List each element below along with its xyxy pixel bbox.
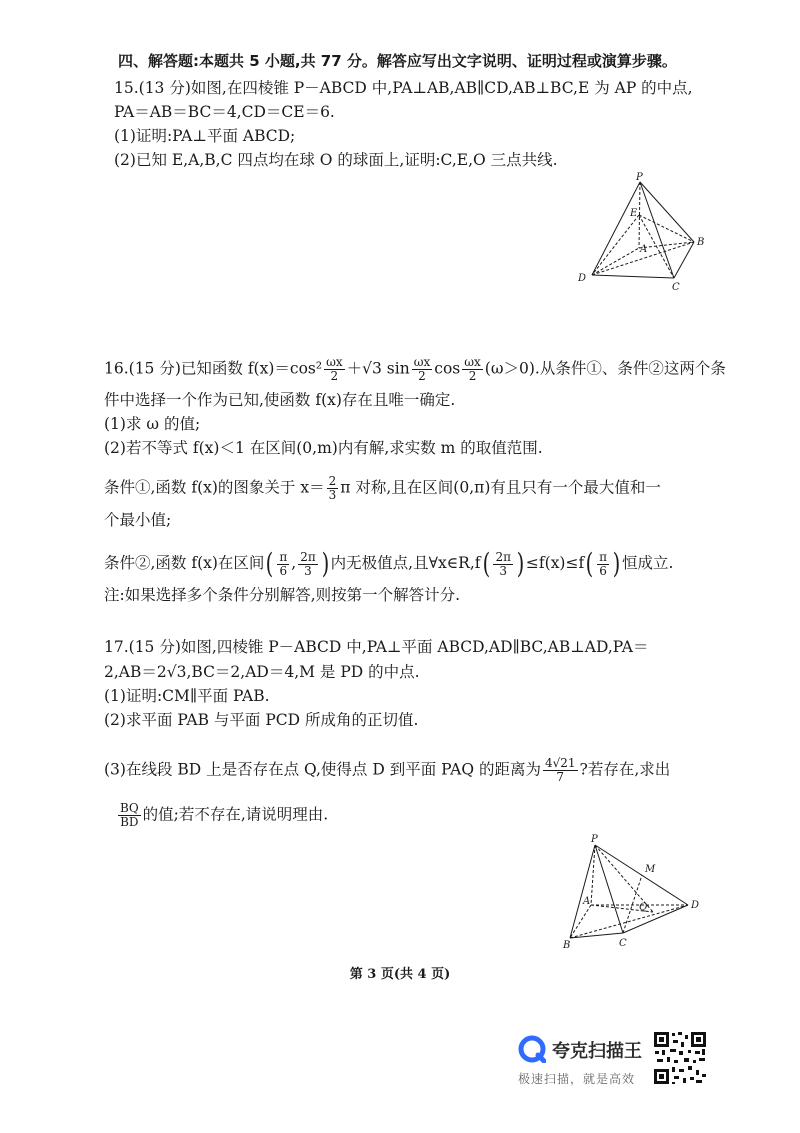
q16-cond2-frac1 — [277, 551, 289, 578]
q17-part3-frac-num: 4√21 — [544, 756, 576, 770]
q16-cond2-frac3 — [493, 551, 513, 578]
q17-label-a: A — [583, 896, 591, 907]
q16-cond1-line2: 个最小值; — [104, 511, 172, 529]
q16-frac1-num: ωx — [326, 355, 343, 369]
q16-cond2-f3-num: 2π — [495, 549, 511, 564]
q16-line1-b: ＋√3 sin — [346, 359, 410, 378]
q17-part3-a: (3)在线段 BD 上是否存在点 Q,使得点 D 到平面 PAQ 的距离为 — [104, 760, 541, 779]
q16-cond2-frac4 — [597, 551, 609, 578]
q17-label-q: Q — [639, 902, 648, 913]
q17-part3-frac — [543, 757, 578, 784]
q16-line1-d: (ω＞0).从条件①、条件②这两个条 — [484, 359, 726, 378]
q16-line1-a: 16.(15 分)已知函数 f(x)＝cos² — [104, 359, 323, 378]
section-header: 四、解答题:本题共 5 小题,共 77 分。解答应写出文字说明、证明过程或演算步骤。 — [118, 52, 677, 70]
q16-cond2-f4-num: π — [599, 549, 608, 564]
q15-label-a: A — [640, 244, 648, 255]
q17-part3-frac-den: 7 — [556, 770, 565, 784]
q16-cond2-f4-den: 6 — [599, 563, 607, 578]
q17-ratio-den: BD — [120, 815, 139, 829]
paren-close: ) — [612, 547, 621, 580]
q15-line1: 15.(13 分)如图,在四棱锥 P－ABCD 中,PA⊥AB,AB∥CD,AB⊥BC,E 为 AP 的中点, — [114, 79, 693, 97]
q16-frac2 — [412, 356, 433, 383]
q16-cond1-b: π 对称,且在区间(0,π)有且只有一个最大值和一 — [340, 478, 661, 497]
q16-cond2-f1-den: 6 — [279, 563, 288, 578]
paren-open: ( — [482, 547, 490, 580]
q16-frac3-den: 2 — [468, 369, 477, 383]
q17-ratio-frac — [118, 802, 141, 829]
q16-cond2-c: ≤f(x)≤f — [525, 554, 585, 572]
q16-cond2-f3-den: 3 — [499, 563, 508, 578]
q16-part2: (2)若不等式 f(x)＜1 在区间(0,m)内有解,求实数 m 的取值范围. — [104, 439, 543, 457]
q15-part2: (2)已知 E,A,B,C 四点均在球 O 的球面上,证明:C,E,O 三点共线. — [114, 151, 558, 169]
q17-ratio-num: BQ — [120, 801, 139, 815]
q16-cond1-frac-den: 3 — [328, 488, 337, 502]
q16-frac1 — [324, 356, 345, 383]
q15-label-b: B — [697, 237, 705, 248]
q16-condition1 — [104, 475, 661, 502]
paren-close: ) — [321, 547, 330, 580]
q16-cond1-frac — [327, 475, 339, 502]
q16-line2: 件中选择一个作为已知,使函数 f(x)存在且唯一确定. — [104, 391, 456, 409]
q16-frac3-num: ωx — [464, 355, 481, 369]
q16-line1 — [104, 356, 726, 383]
q16-cond2-b: 内无极值点,且∀x∈R,f — [330, 554, 481, 572]
q17-label-d: D — [691, 900, 700, 911]
q17-part1: (1)证明:CM∥平面 PAB. — [104, 687, 270, 705]
q15-label-p: P — [636, 172, 643, 183]
qr-code-icon — [652, 1030, 708, 1086]
q17-label-m: M — [645, 864, 656, 875]
q17-part3-line2 — [116, 802, 328, 829]
q16-cond1-frac-num: 2 — [328, 474, 337, 488]
paren-open: ( — [266, 547, 274, 580]
q17-line1: 17.(15 分)如图,四棱锥 P－ABCD 中,PA⊥平面 ABCD,AD∥BC,AB⊥AD,PA＝ — [104, 638, 649, 656]
q17-part3 — [104, 757, 670, 784]
q17-label-p: P — [591, 834, 598, 845]
q17-line2: 2,AB＝2√3,BC＝2,AD＝4,M 是 PD 的中点. — [104, 663, 420, 681]
q17-part2: (2)求平面 PAB 与平面 PCD 所成角的正切值. — [104, 711, 419, 729]
paren-close: ) — [516, 547, 525, 580]
q15-label-c: C — [672, 282, 680, 293]
q15-label-d: D — [578, 273, 587, 284]
q15-label-e: E — [630, 208, 638, 219]
q16-frac2-num: ωx — [413, 355, 431, 369]
page-footer: 第 3 页(共 4 页) — [349, 967, 451, 982]
q16-cond2-f1-num: π — [279, 549, 288, 564]
brand-name: 夸克扫描王 — [552, 1041, 642, 1062]
q16-cond2-a: 条件②,函数 f(x)在区间 — [104, 554, 265, 572]
q17-part3-c: 的值;若不存在,请说明理由. — [142, 805, 329, 824]
q16-cond2-frac2 — [298, 551, 318, 578]
q16-cond2-f2-den: 3 — [304, 563, 312, 578]
q16-cond2-comma: , — [291, 554, 297, 572]
q17-label-b: B — [563, 940, 571, 951]
q16-cond2-f2-num: 2π — [300, 549, 316, 564]
q16-condition2 — [104, 547, 674, 580]
paren-open: ( — [585, 547, 594, 580]
q16-line1-c: cos — [434, 359, 461, 378]
q17-part3-b: ?若存在,求出 — [579, 760, 671, 779]
brand-logo-icon — [518, 1035, 546, 1063]
q17-pyramid-figure — [555, 830, 715, 955]
q16-frac1-den: 2 — [330, 369, 339, 383]
q16-cond1-a: 条件①,函数 f(x)的图象关于 x＝ — [104, 478, 325, 497]
q17-label-c: C — [619, 938, 627, 949]
q16-part1: (1)求 ω 的值; — [104, 415, 201, 433]
q15-pyramid-figure — [570, 170, 720, 295]
q16-note: 注:如果选择多个条件分别解答,则按第一个解答计分. — [104, 586, 461, 604]
q15-line2: PA＝AB＝BC＝4,CD＝CE＝6. — [114, 103, 335, 121]
q15-part1: (1)证明:PA⊥平面 ABCD; — [114, 127, 296, 145]
brand-slogan: 极速扫描，就是高效 — [518, 1072, 636, 1086]
q16-cond2-d: 恒成立. — [621, 554, 674, 572]
q16-frac3 — [462, 356, 483, 383]
q16-frac2-den: 2 — [418, 369, 426, 383]
